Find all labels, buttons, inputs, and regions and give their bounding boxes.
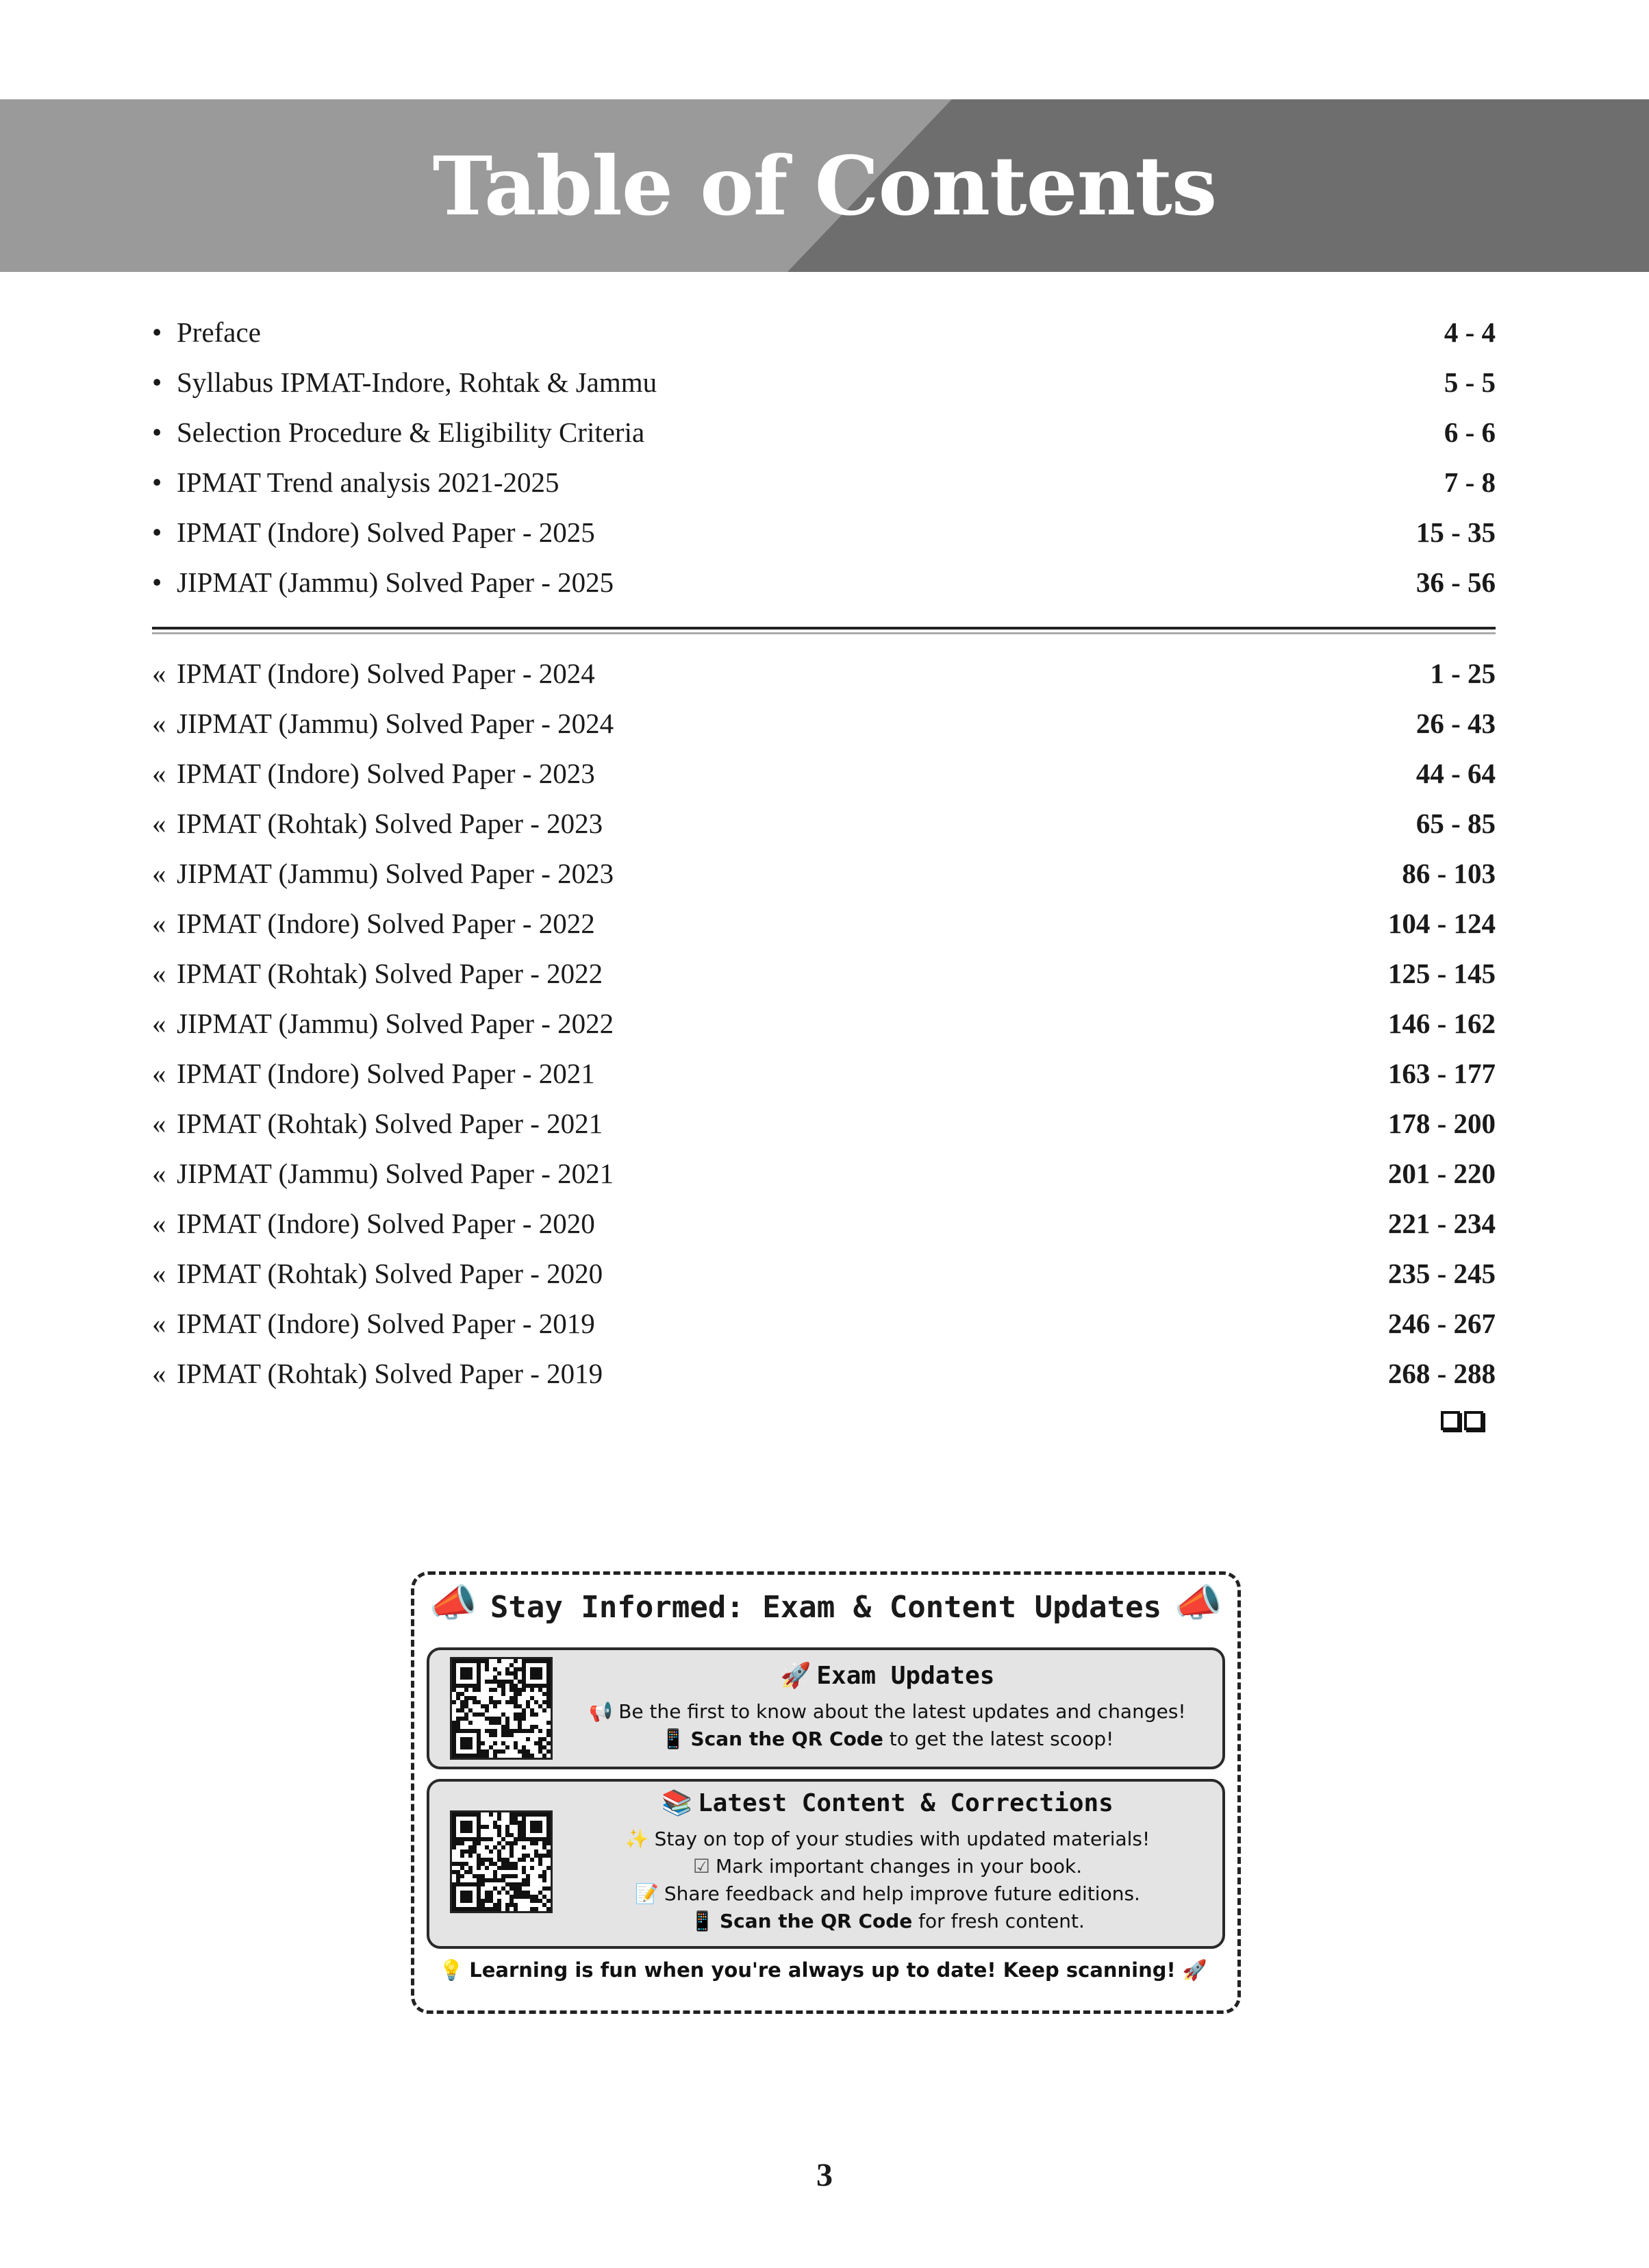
toc-entry-pages: 7 - 8 — [1444, 466, 1496, 498]
toc-row — [152, 648, 1496, 698]
loudspeaker-icon: 📢 — [589, 1700, 614, 1723]
latest-content-line4: for fresh content. — [912, 1910, 1085, 1932]
toc-row — [152, 698, 1496, 748]
toc-row — [152, 357, 1496, 407]
toc-entry-label: IPMAT (Indore) Solved Paper - 2019 — [177, 1307, 595, 1339]
toc-row — [152, 948, 1496, 998]
toc-entry-title — [152, 316, 261, 349]
page-title: Table of Contents — [432, 138, 1217, 234]
bullet-marker: « — [152, 857, 166, 889]
end-of-list-mark — [1441, 1411, 1483, 1430]
toc-entry-pages: 6 - 6 — [1444, 416, 1496, 448]
toc-entry-label: IPMAT (Rohtak) Solved Paper - 2023 — [177, 807, 603, 839]
toc-entry-label: IPMAT (Indore) Solved Paper - 2021 — [177, 1057, 595, 1089]
bullet-marker: « — [152, 907, 166, 939]
phone-icon: 📱 — [661, 1728, 685, 1750]
phone-icon: 📱 — [690, 1910, 714, 1932]
toc-entry-pages: 163 - 177 — [1387, 1057, 1496, 1089]
toc-entry-title — [152, 957, 603, 990]
toc-row — [152, 998, 1496, 1048]
toc-entry-pages: 5 - 5 — [1444, 366, 1496, 398]
toc-entry-pages: 4 - 4 — [1444, 316, 1496, 348]
toc-entry-label: IPMAT (Rohtak) Solved Paper - 2020 — [177, 1257, 603, 1289]
toc-entry-title — [152, 1207, 595, 1240]
exam-updates-heading: Exam Updates — [816, 1662, 995, 1690]
checkmark-icon: ☑ — [692, 1855, 710, 1878]
toc-entry-label: IPMAT (Indore) Solved Paper - 2020 — [177, 1207, 595, 1239]
toc-entry-title — [152, 1257, 603, 1290]
toc-row — [152, 407, 1496, 457]
toc-entry-title — [152, 757, 595, 790]
toc-row — [152, 898, 1496, 948]
bullet-marker: • — [152, 416, 162, 448]
lightbulb-icon: 💡 — [439, 1958, 464, 1982]
toc-entry-title — [152, 566, 614, 599]
toc-entry-pages: 65 - 85 — [1415, 807, 1496, 839]
latest-content-line1: Stay on top of your studies with updated materials! — [654, 1828, 1150, 1850]
toc-entry-label: Selection Procedure & Eligibility Criteria — [177, 416, 645, 448]
toc-entry-pages: 26 - 43 — [1415, 707, 1496, 739]
page-number: 3 — [816, 2157, 833, 2193]
bullet-marker: « — [152, 1307, 166, 1339]
toc-entry-title — [152, 657, 595, 690]
exam-updates-panel — [427, 1647, 1225, 1769]
qr-code-pattern — [452, 1659, 551, 1758]
section-divider — [152, 627, 1496, 630]
bullet-marker: • — [152, 316, 162, 348]
books-icon: 📚 — [662, 1789, 692, 1817]
toc-entry-label: IPMAT Trend analysis 2021-2025 — [177, 466, 559, 498]
toc-row — [152, 1248, 1496, 1298]
toc-row — [152, 798, 1496, 848]
toc-entry-title — [152, 366, 657, 399]
qr-code-exam-updates[interactable] — [450, 1657, 553, 1760]
toc-entry-title — [152, 857, 614, 890]
toc-entry-title — [152, 807, 603, 840]
section-divider-shadow — [152, 632, 1496, 634]
title-banner — [0, 99, 1649, 272]
toc-entry-title — [152, 1007, 614, 1040]
toc-entry-title — [152, 1157, 614, 1190]
exam-updates-text — [566, 1661, 1209, 1753]
toc-entry-pages: 201 - 220 — [1387, 1157, 1496, 1189]
latest-content-line3: Share feedback and help improve future editions. — [664, 1882, 1140, 1905]
bullet-marker: • — [152, 466, 162, 498]
toc-row — [152, 748, 1496, 798]
bullet-marker: « — [152, 1007, 166, 1039]
toc-row — [152, 1348, 1496, 1398]
toc-entry-label: JIPMAT (Jammu) Solved Paper - 2023 — [177, 857, 614, 889]
toc-entry-title — [152, 466, 559, 499]
qr-code-latest-content[interactable] — [450, 1810, 553, 1913]
toc-entry-pages: 146 - 162 — [1387, 1007, 1496, 1039]
updates-box — [411, 1571, 1241, 2014]
toc-row — [152, 1148, 1496, 1198]
toc-entry-label: IPMAT (Rohtak) Solved Paper - 2021 — [177, 1107, 603, 1139]
memo-icon: 📝 — [635, 1882, 659, 1905]
bullet-marker: • — [152, 566, 162, 598]
bullet-marker: « — [152, 1107, 166, 1139]
megaphone-icon: 📣 — [1174, 1582, 1222, 1625]
bullet-marker: « — [152, 657, 166, 689]
scan-qr-label: Scan the QR Code — [719, 1910, 913, 1932]
toc-entry-title — [152, 416, 644, 449]
sparkles-icon: ✨ — [625, 1828, 649, 1850]
toc-section-papers — [152, 648, 1496, 1398]
toc-entry-label: Syllabus IPMAT-Indore, Rohtak & Jammu — [177, 366, 657, 398]
toc-entry-label: IPMAT (Indore) Solved Paper - 2022 — [177, 907, 595, 939]
latest-content-text — [566, 1789, 1209, 1935]
bullet-marker: « — [152, 1157, 166, 1189]
toc-entry-pages: 104 - 124 — [1387, 907, 1496, 939]
toc-entry-title — [152, 1107, 603, 1140]
toc-entry-label: JIPMAT (Jammu) Solved Paper - 2021 — [177, 1157, 614, 1189]
toc-entry-pages: 178 - 200 — [1387, 1107, 1496, 1139]
toc-entry-label: IPMAT (Indore) Solved Paper - 2025 — [177, 516, 595, 548]
toc-row — [152, 848, 1496, 898]
toc-entry-title — [152, 516, 595, 549]
toc-entry-pages: 125 - 145 — [1387, 957, 1496, 989]
exam-updates-line2: to get the latest scoop! — [883, 1728, 1114, 1750]
megaphone-icon: 📣 — [429, 1582, 477, 1625]
footer-text: Learning is fun when you're always up to date! Keep scanning! — [469, 1958, 1176, 1982]
toc-entry-title — [152, 907, 595, 940]
toc-entry-label: IPMAT (Indore) Solved Paper - 2024 — [177, 657, 595, 689]
toc-entry-label: IPMAT (Rohtak) Solved Paper - 2019 — [177, 1357, 603, 1389]
bullet-marker: • — [152, 516, 162, 548]
toc-entry-title — [152, 1057, 595, 1090]
toc-entry-title — [152, 1307, 595, 1340]
latest-content-line2: Mark important changes in your book. — [715, 1855, 1083, 1878]
toc-entry-pages: 44 - 64 — [1415, 757, 1496, 789]
latest-content-heading: Latest Content & Corrections — [697, 1789, 1113, 1817]
scan-qr-label: Scan the QR Code — [690, 1728, 883, 1750]
toc-entry-label: IPMAT (Indore) Solved Paper - 2023 — [177, 757, 595, 789]
toc-entry-pages: 235 - 245 — [1387, 1257, 1496, 1289]
toc-entry-label: JIPMAT (Jammu) Solved Paper - 2025 — [177, 566, 614, 598]
exam-updates-line1: Be the first to know about the latest updates and changes! — [618, 1700, 1186, 1723]
toc-entry-pages: 1 - 25 — [1430, 657, 1496, 689]
toc-entry-label: Preface — [177, 316, 261, 348]
bullet-marker: • — [152, 366, 162, 398]
end-square-icon — [1464, 1411, 1483, 1430]
toc-row — [152, 1298, 1496, 1348]
bullet-marker: « — [152, 1357, 166, 1389]
toc-entry-pages: 36 - 56 — [1415, 566, 1496, 598]
toc-row — [152, 1098, 1496, 1148]
toc-entry-label: JIPMAT (Jammu) Solved Paper - 2024 — [177, 707, 614, 739]
updates-box-title: Stay Informed: Exam & Content Updates — [490, 1590, 1162, 1625]
toc-row — [152, 1048, 1496, 1098]
toc-entry-title — [152, 707, 614, 740]
qr-code-pattern — [452, 1812, 551, 1911]
toc-entry-pages: 86 - 103 — [1402, 857, 1496, 889]
toc-entry-pages: 15 - 35 — [1415, 516, 1496, 548]
toc-entry-title — [152, 1357, 603, 1390]
toc-section-main — [152, 307, 1496, 607]
end-square-icon — [1441, 1411, 1460, 1430]
toc-row — [152, 557, 1496, 607]
toc-row — [152, 1198, 1496, 1248]
bullet-marker: « — [152, 1207, 166, 1239]
bullet-marker: « — [152, 1257, 166, 1289]
toc-row — [152, 307, 1496, 357]
rocket-icon: 🚀 — [1182, 1958, 1207, 1982]
rocket-icon: 🚀 — [780, 1662, 811, 1690]
toc-row — [152, 507, 1496, 557]
toc-entry-label: IPMAT (Rohtak) Solved Paper - 2022 — [177, 957, 603, 989]
bullet-marker: « — [152, 807, 166, 839]
toc-entry-label: JIPMAT (Jammu) Solved Paper - 2022 — [177, 1007, 614, 1039]
bullet-marker: « — [152, 707, 166, 739]
toc-entry-pages: 246 - 267 — [1387, 1307, 1496, 1339]
updates-box-footer — [414, 1958, 1237, 1982]
bullet-marker: « — [152, 1057, 166, 1089]
toc-row — [152, 457, 1496, 507]
bullet-marker: « — [152, 757, 166, 789]
bullet-marker: « — [152, 957, 166, 989]
toc-entry-pages: 268 - 288 — [1387, 1357, 1496, 1389]
latest-content-panel — [427, 1779, 1225, 1949]
toc-entry-pages: 221 - 234 — [1387, 1207, 1496, 1239]
